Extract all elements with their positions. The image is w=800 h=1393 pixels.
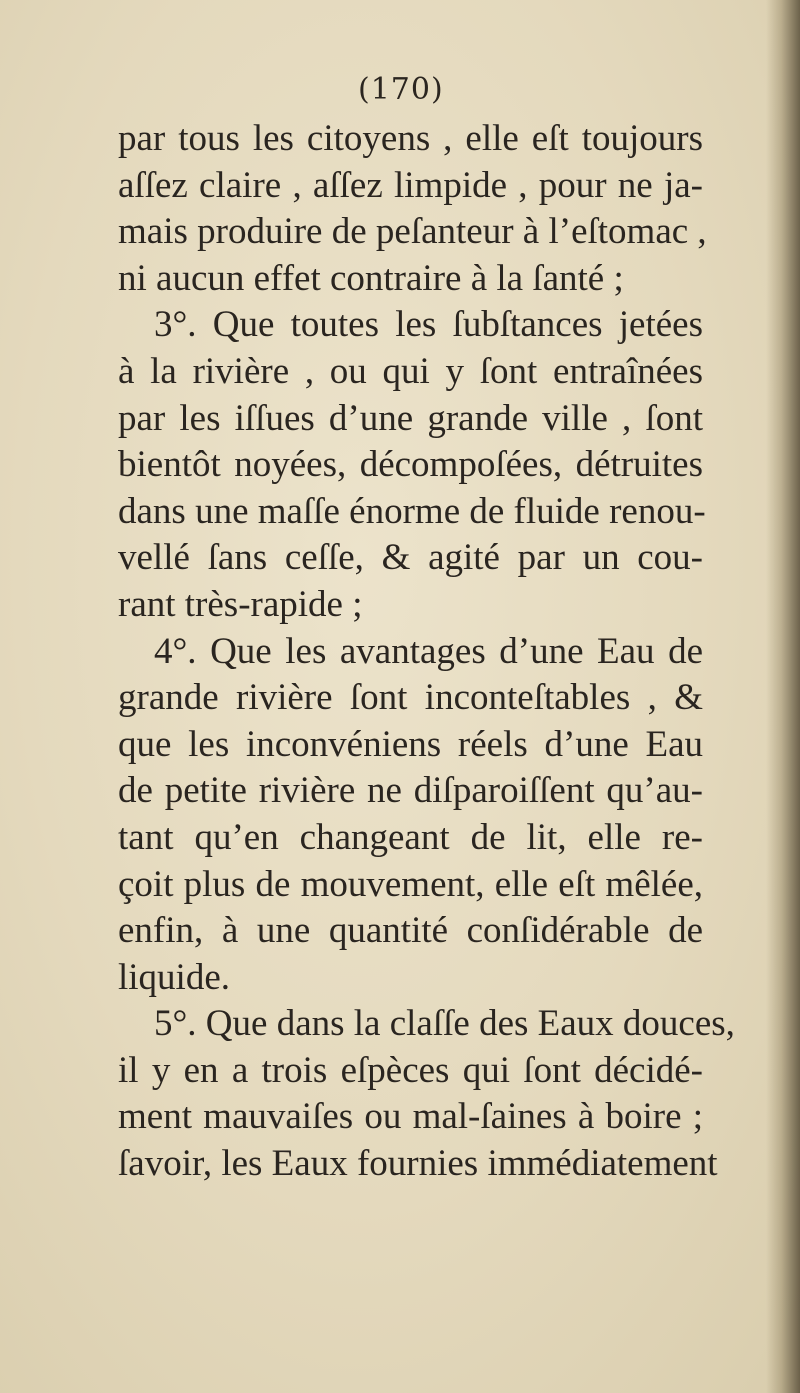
paragraph xyxy=(118,629,703,1002)
text-line: ment mauvaiſes ou mal-ſaines à boire ; xyxy=(118,1096,703,1138)
paragraph xyxy=(118,302,706,628)
text-line: grande rivière ſont inconteſtables , & xyxy=(118,677,703,719)
text-line: ſavoir, les Eaux fournies immédiatement xyxy=(118,1143,718,1185)
paragraph xyxy=(118,116,707,302)
text-line: enfin, à une quantité conſidérable de xyxy=(118,910,703,952)
text-line: dans une maſſe énorme de fluide renou- xyxy=(118,490,706,532)
text-line: çoit plus de mouvement, elle eſt mêlée, xyxy=(118,863,703,905)
text-line: de petite rivière ne diſparoiſſent qu’au- xyxy=(118,770,703,812)
text-line: bientôt noyées, décompoſées, détruites xyxy=(118,444,703,486)
page-edge-shadow xyxy=(766,0,800,1393)
text-line: aſſez claire , aſſez limpide , pour ne ja- xyxy=(118,164,703,206)
text-line: par tous les citoyens , elle eſt toujours xyxy=(118,118,703,159)
page-number: (170) xyxy=(358,72,444,107)
text-line: 3°. Que toutes les ſubſtances jetées xyxy=(154,304,703,346)
text-line: rant très-rapide ; xyxy=(118,583,363,625)
text-line: que les inconvéniens réels d’une Eau xyxy=(118,723,703,765)
text-line: tant qu’en changeant de lit, elle re- xyxy=(118,816,703,858)
body-text xyxy=(118,116,735,1188)
text-line: par les iſſues d’une grande ville , ſont xyxy=(118,397,703,439)
text-line: vellé ſans ceſſe, & agité par un cou- xyxy=(118,537,703,579)
text-line: il y en a trois eſpèces qui ſont décidé- xyxy=(118,1049,703,1091)
text-line: 5°. Que dans la claſſe des Eaux douces, xyxy=(154,1003,735,1045)
text-line: à la rivière , ou qui y ſont entraînées xyxy=(118,350,703,392)
text-line: liquide. xyxy=(118,956,231,998)
text-line: mais produire de peſanteur à l’eſtomac , xyxy=(118,211,707,253)
text-line: 4°. Que les avantages d’une Eau de xyxy=(154,630,703,672)
paragraph xyxy=(118,1001,735,1187)
text-line: ni aucun effet contraire à la ſanté ; xyxy=(118,257,624,299)
